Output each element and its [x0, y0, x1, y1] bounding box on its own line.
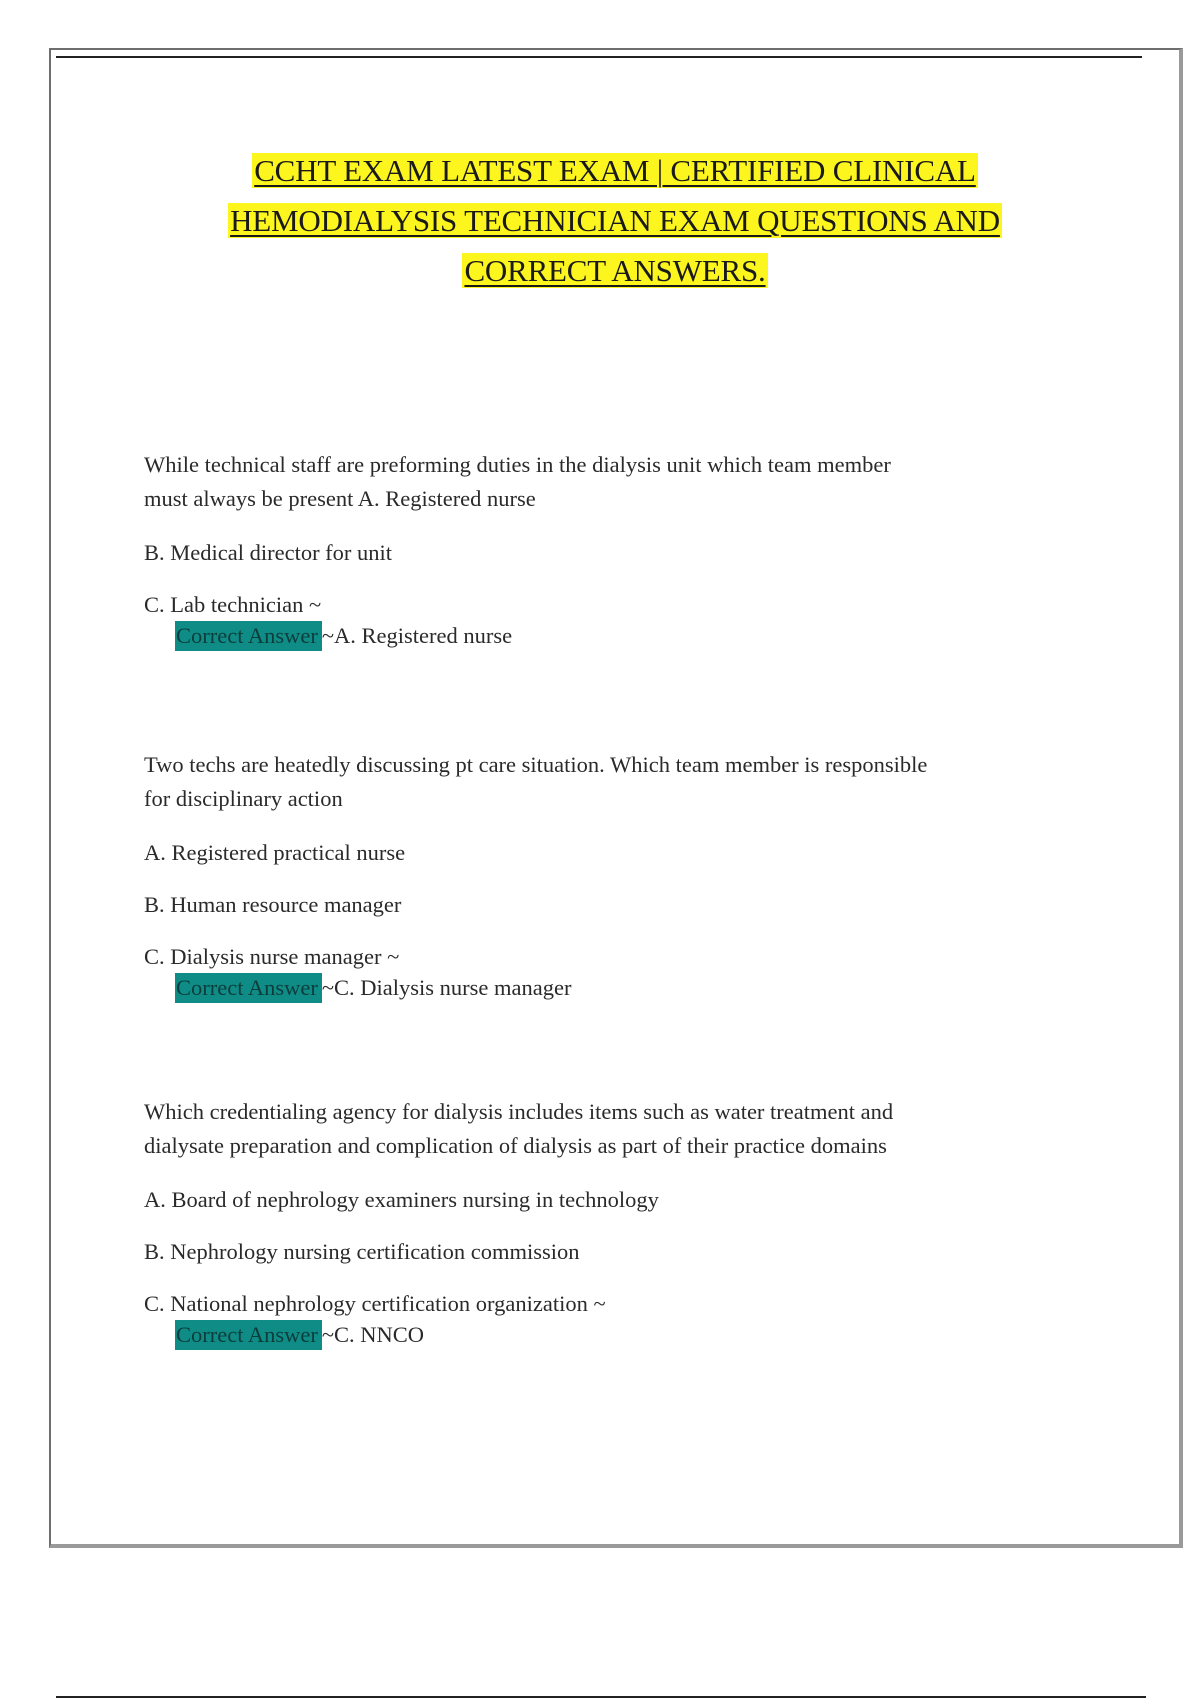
- option-b: B. Nephrology nursing certification commission: [144, 1239, 580, 1264]
- correct-answer-label: Correct Answer: [175, 1320, 322, 1350]
- correct-answer-line: [175, 972, 1084, 1004]
- question-block-3: [144, 1095, 1084, 1351]
- option-b: B. Human resource manager: [144, 892, 402, 917]
- title-line-3: CORRECT ANSWERS.: [464, 253, 766, 288]
- option-a: A. Board of nephrology examiners nursing in technology: [144, 1187, 659, 1212]
- correct-answer-line: [175, 620, 1084, 652]
- correct-answer-value: ~C. Dialysis nurse manager: [321, 975, 572, 1000]
- title-line-1: CCHT EXAM LATEST EXAM | CERTIFIED CLINICAL: [254, 153, 976, 188]
- correct-answer-label: Correct Answer: [175, 973, 322, 1003]
- question-text: Two techs are heatedly discussing pt care situation. Which team member is responsible for disciplinary action: [144, 752, 928, 811]
- option-b: B. Medical director for unit: [144, 540, 393, 565]
- document-title: [120, 146, 1110, 296]
- option-c: C. Lab technician ~: [144, 592, 322, 617]
- question-text: While technical staff are preforming duties in the dialysis unit which team member must always be present A. Registered nurse: [144, 452, 891, 511]
- correct-answer-line: [175, 1319, 1084, 1351]
- question-block-1: [144, 448, 1084, 652]
- question-text: Which credentialing agency for dialysis includes items such as water treatment and dialysate preparation and complication of dialysis as part of their practice domains: [144, 1099, 894, 1158]
- footer-rule: [56, 1696, 1146, 1698]
- option-a: A. Registered practical nurse: [144, 840, 406, 865]
- option-c: C. National nephrology certification organization ~: [144, 1291, 606, 1316]
- correct-answer-label: Correct Answer: [175, 621, 322, 651]
- question-block-2: [144, 748, 1084, 1004]
- correct-answer-value: ~C. NNCO: [321, 1322, 425, 1347]
- title-line-2: HEMODIALYSIS TECHNICIAN EXAM QUESTIONS AND: [230, 203, 1000, 238]
- header-rule: [56, 56, 1142, 58]
- option-c: C. Dialysis nurse manager ~: [144, 944, 400, 969]
- correct-answer-value: ~A. Registered nurse: [321, 623, 513, 648]
